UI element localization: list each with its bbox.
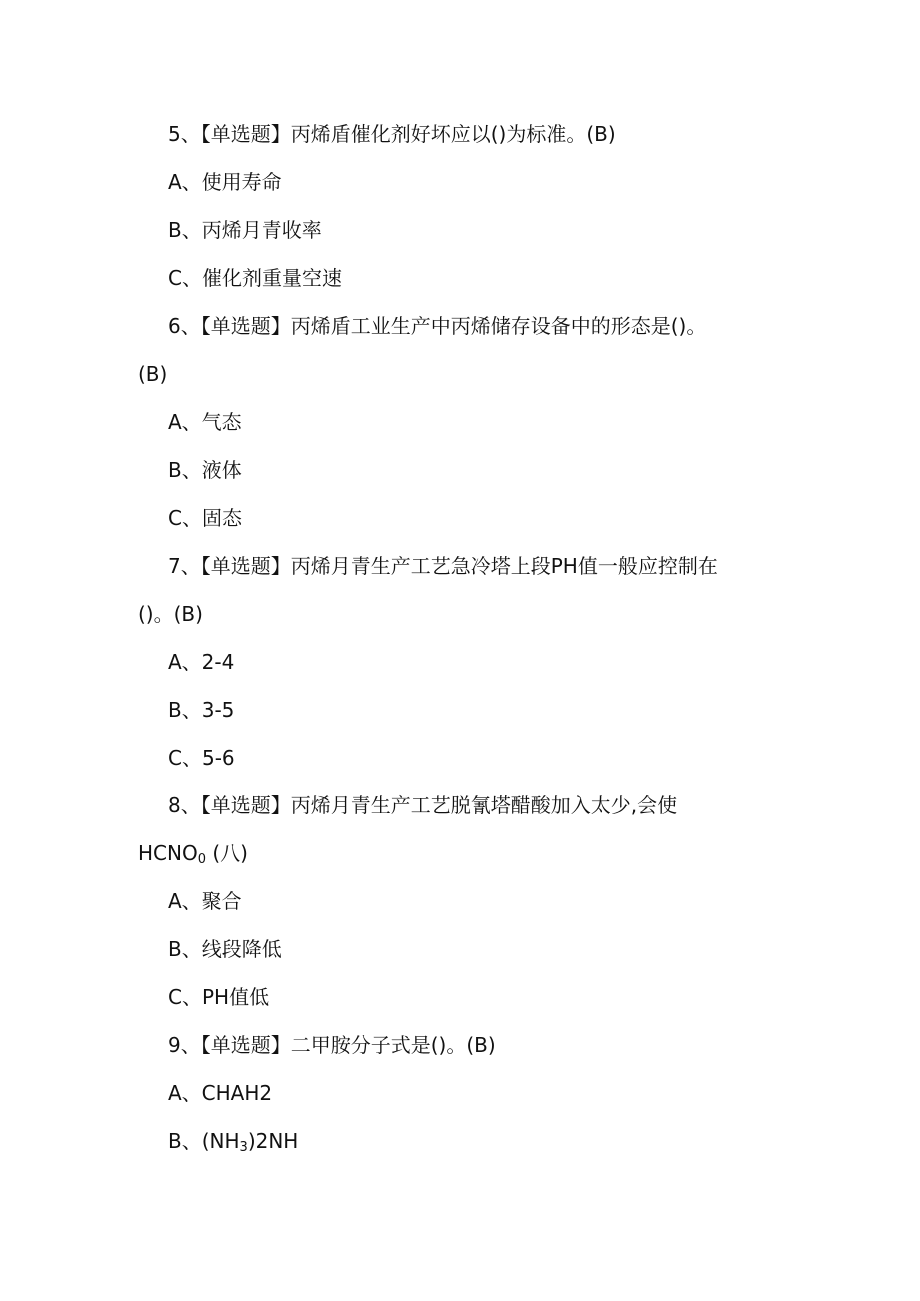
- question-6-stem-continuation: (B): [138, 362, 168, 386]
- question-5-stem: 5、【单选题】丙烯盾催化剂好坏应以()为标准。(B): [168, 122, 616, 146]
- question-6-option-c: C、固态: [168, 506, 242, 530]
- question-9-stem: 9、【单选题】二甲胺分子式是()。(B): [168, 1033, 496, 1057]
- question-8-option-b: B、线段降低: [168, 937, 282, 961]
- option-b-prefix: B、(NH: [168, 1129, 240, 1153]
- option-b-suffix: )2NH: [247, 1129, 299, 1153]
- question-6-stem: 6、【单选题】丙烯盾工业生产中丙烯储存设备中的形态是()。: [168, 314, 707, 338]
- question-7-option-b: B、3-5: [168, 698, 235, 722]
- formula-subscript: 0: [197, 852, 206, 867]
- question-7-option-c: C、5-6: [168, 746, 235, 770]
- question-9-option-b: [168, 1126, 298, 1156]
- question-8-option-c: C、PH值低: [168, 985, 270, 1009]
- question-7-option-a: A、2-4: [168, 650, 235, 674]
- question-9-option-a: A、CHAH2: [168, 1081, 273, 1105]
- formula-main: HCNO: [138, 841, 198, 865]
- question-5-option-c: C、催化剂重量空速: [168, 266, 342, 290]
- question-6-option-a: A、气态: [168, 410, 242, 434]
- question-7-stem: 7、【单选题】丙烯月青生产工艺急冷塔上段PH值一般应控制在: [168, 554, 718, 578]
- question-5-option-b: B、丙烯月青收率: [168, 218, 322, 242]
- question-8-stem-continuation: [138, 838, 248, 868]
- question-8-stem: 8、【单选题】丙烯月青生产工艺脱氰塔醋酸加入太少,会使: [168, 793, 678, 817]
- question-5-option-a: A、使用寿命: [168, 170, 282, 194]
- option-b-subscript: 3: [239, 1140, 248, 1155]
- question-7-stem-continuation: ()。(B): [138, 602, 203, 626]
- answer-marker: (八): [212, 841, 248, 865]
- question-6-option-b: B、液体: [168, 458, 242, 482]
- question-8-option-a: A、聚合: [168, 889, 242, 913]
